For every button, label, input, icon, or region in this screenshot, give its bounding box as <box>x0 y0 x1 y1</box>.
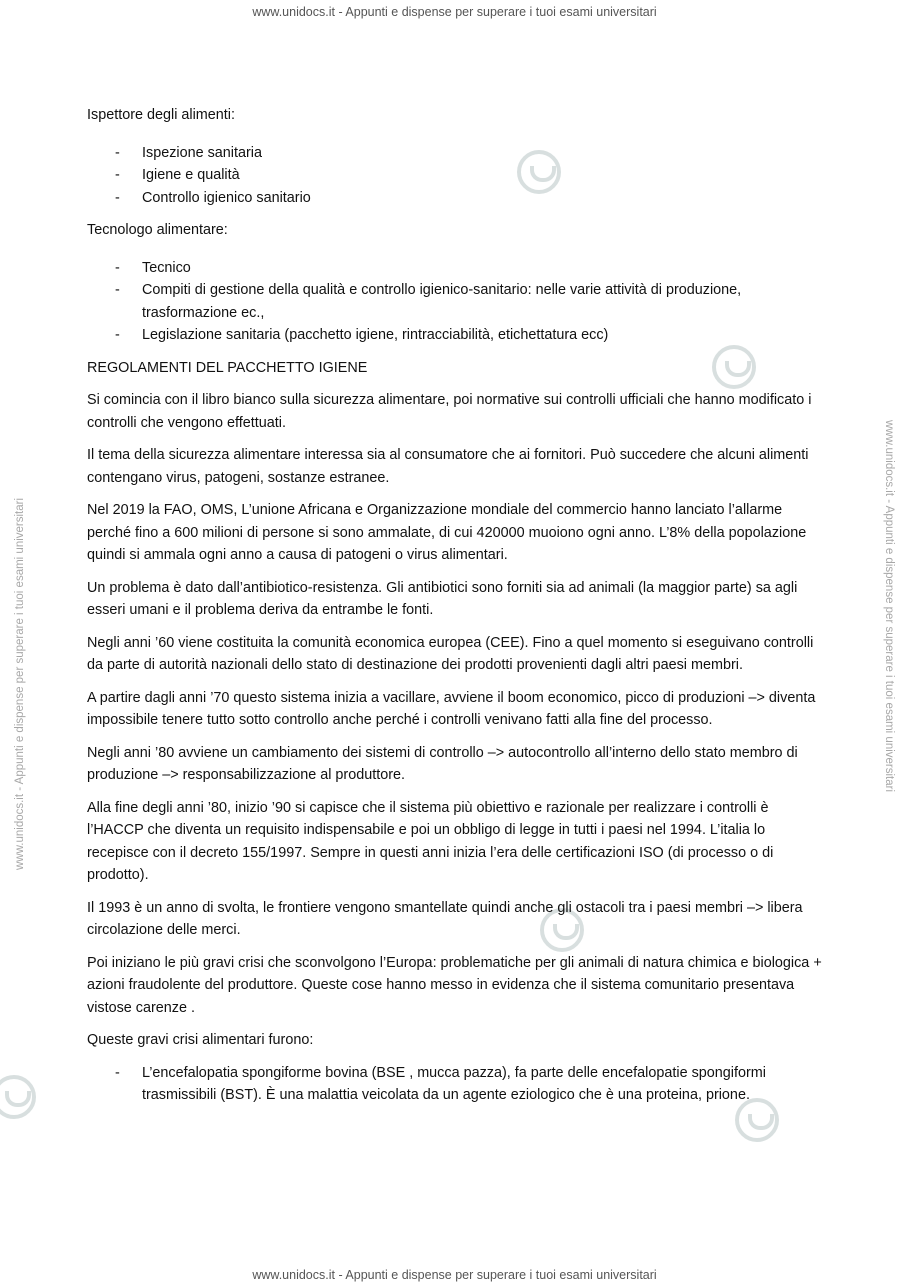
paragraph: Si comincia con il libro bianco sulla sicurezza alimentare, poi normative sui controlli ufficiali che hanno modificato i controlli che vengono effettuati. <box>87 392 812 431</box>
watermark-logo-icon <box>0 1075 36 1119</box>
paragraph: Negli anni ’60 viene costituita la comunità economica europea (CEE). Fino a quel momento si eseguivano controlli da parte di autorità nazionali dello stato di destinazione dei prodotti provenienti dagli altri paesi membri. <box>87 634 814 673</box>
list-item: - Igiene e qualità <box>87 164 822 187</box>
paragraph: Poi iniziano le più gravi crisi che sconvolgono l’Europa: problematiche per gli animali di natura chimica e biologica + azioni fraudolente del produttore. Queste cose hanno messo in evidenza che il sistema comunitario presentava vistose carenze . <box>87 954 822 1016</box>
watermark-side-left: www.unidocs.it - Appunti e dispense per superare i tuoi esami universitari <box>14 497 26 870</box>
document-body <box>87 104 822 1117</box>
paragraph: Queste gravi crisi alimentari furono: <box>87 1032 314 1048</box>
list-ispettore <box>87 142 822 210</box>
list-item: - Compiti di gestione della qualità e controllo igienico-sanitario: nelle varie attività di produzione, trasformazione ec., <box>87 279 822 324</box>
watermark-banner-bottom: www.unidocs.it - Appunti e dispense per superare i tuoi esami universitari <box>252 1268 657 1282</box>
watermark-banner-top: www.unidocs.it - Appunti e dispense per superare i tuoi esami universitari <box>252 5 657 19</box>
paragraph: Un problema è dato dall’antibiotico-resistenza. Gli antibiotici sono forniti sia ad animali (la maggior parte) sa agli esseri umani e il problema deriva da entrambe le fonti. <box>87 579 798 618</box>
list-crisi <box>87 1062 822 1107</box>
list-tecnologo <box>87 257 822 347</box>
list-item: - Tecnico <box>87 257 822 280</box>
paragraph: A partire dagli anni ’70 questo sistema inizia a vacillare, avviene il boom economico, picco di produzioni –> diventa impossibile tenere tutto sotto controllo anche perché i controlli venivano fatti alla fine del processo. <box>87 689 816 728</box>
list-item: - L’encefalopatia spongiforme bovina (BSE , mucca pazza), fa parte delle encefalopatie spongiformi trasmissibili (BST). È una malattia veicolata da un agente eziologico che è una proteina, prione. <box>87 1062 822 1107</box>
section-title-tecnologo: Tecnologo alimentare: <box>87 222 228 238</box>
list-item: - Ispezione sanitaria <box>87 142 822 165</box>
section-title-regolamenti: REGOLAMENTI DEL PACCHETTO IGIENE <box>87 359 368 376</box>
watermark-side-right: www.unidocs.it - Appunti e dispense per superare i tuoi esami universitari <box>883 420 895 793</box>
paragraph: Il 1993 è un anno di svolta, le frontiere vengono smantellate quindi anche gli ostacoli tra i paesi membri –> libera circolazione delle merci. <box>87 899 803 938</box>
paragraph: Nel 2019 la FAO, OMS, L’unione Africana e Organizzazione mondiale del commercio hanno lanciato l’allarme perché fino a 600 milioni di persone si sono ammalate, di cui 420000 muoiono ogni anno. L’8% della popolazione quindi si ammala ogni anno a causa di patogeni o virus alimentari. <box>87 502 807 563</box>
list-item: - Legislazione sanitaria (pacchetto igiene, rintracciabilità, etichettatura ecc) <box>87 324 822 347</box>
section-title-ispettore: Ispettore degli alimenti: <box>87 107 235 123</box>
paragraph: Alla fine degli anni ’80, inizio ’90 si capisce che il sistema più obiettivo e razionale per realizzare i controlli è l’HACCP che diventa un requisito indispensabile e poi un obbligo di legge in tutti i paesi nel 1994. L’italia lo recepisce con il decreto 155/1997. Sempre in questi anni inizia l’era delle certificazioni ISO (di processo o di prodotto). <box>87 799 774 883</box>
paragraph: Negli anni ’80 avviene un cambiamento dei sistemi di controllo –> autocontrollo all’interno dello stato membro di produzione –> responsabilizzazione al produttore. <box>87 744 798 783</box>
paragraph: Il tema della sicurezza alimentare interessa sia al consumatore che ai fornitori. Può succedere che alcuni alimenti contengano virus, patogeni, sostanze estranee. <box>87 447 809 486</box>
list-item: - Controllo igienico sanitario <box>87 187 822 210</box>
